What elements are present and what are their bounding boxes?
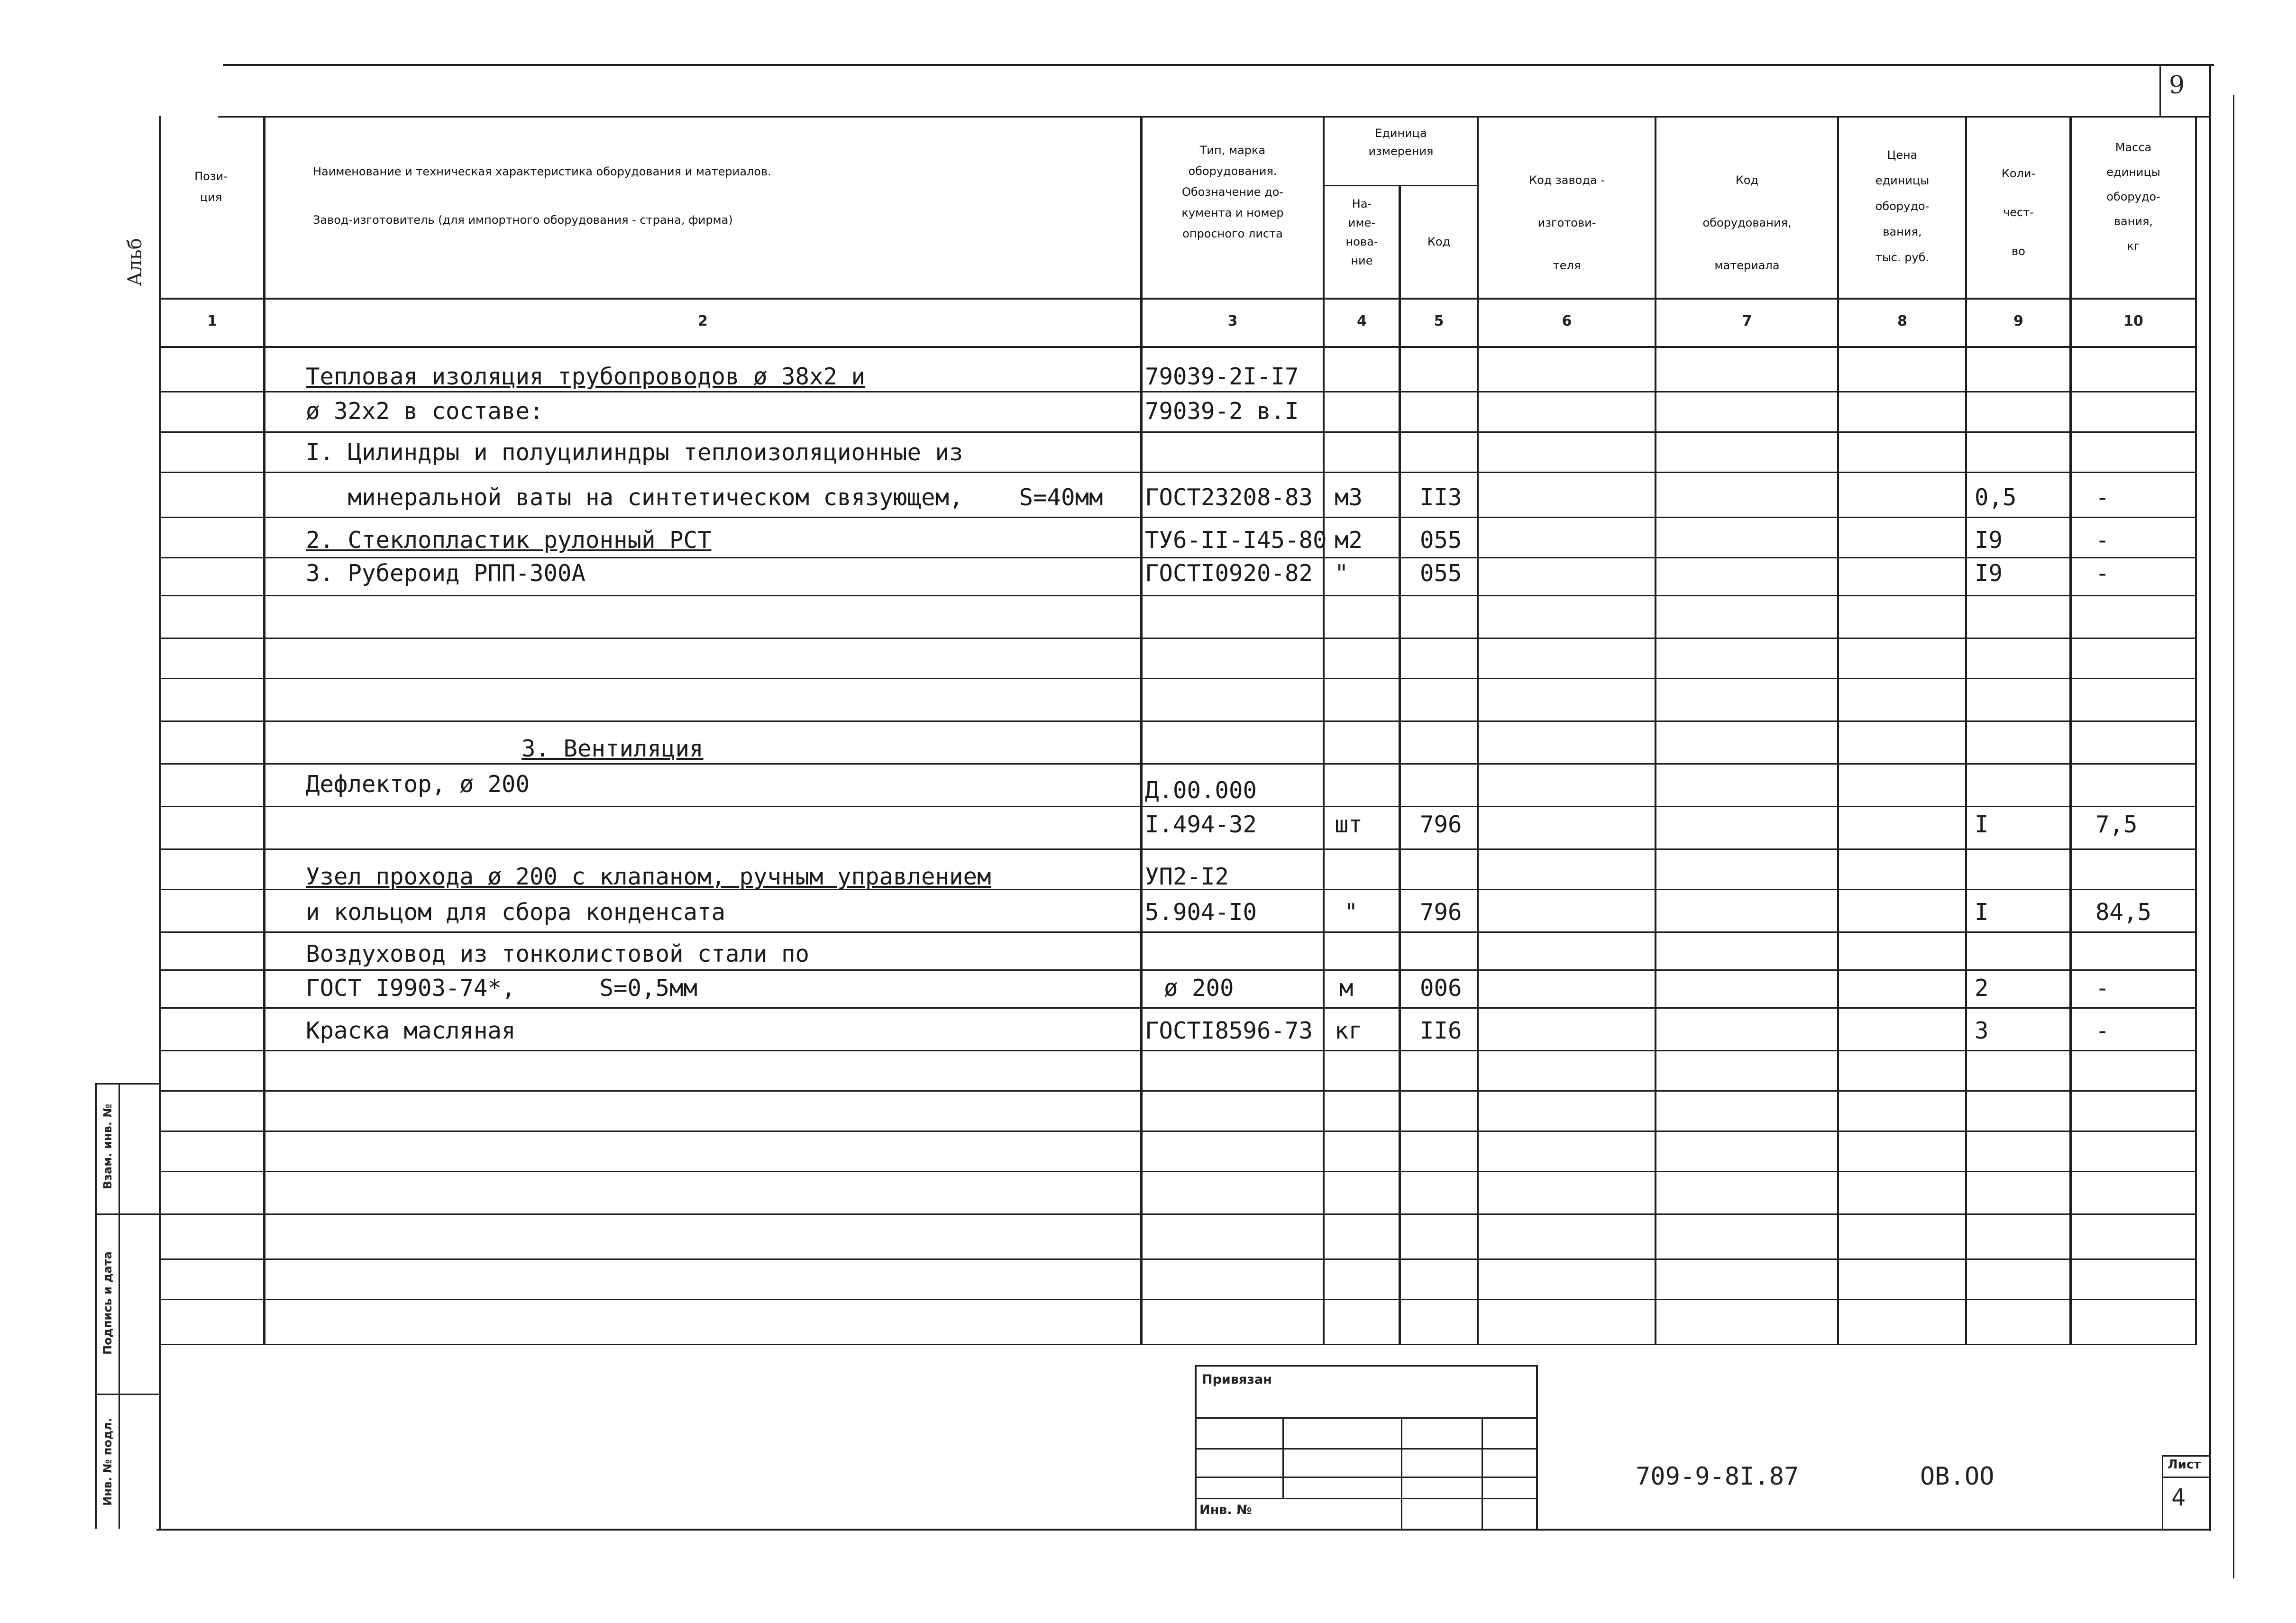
- row-unit: кг: [1335, 1017, 1363, 1044]
- row-rule: [159, 763, 2197, 765]
- row-qty: I: [1975, 811, 1989, 838]
- row-name: Тепловая изоляция трубопроводов ø 38х2 и: [306, 363, 866, 390]
- header-name-line1: Наименование и техническая характеристика оборудования и материалов.: [313, 165, 771, 178]
- header-equipment-code: Код оборудования, материала: [1702, 173, 1792, 272]
- top-frame-line-2: [218, 116, 2209, 118]
- row-unit: ": [1344, 899, 1358, 926]
- row-rule: [159, 391, 2197, 392]
- row-rule: [159, 969, 2197, 971]
- row-qty: 2: [1975, 975, 1989, 1002]
- row-rule: [159, 1007, 2197, 1009]
- row-rule: [159, 1050, 2197, 1051]
- row-rule: [159, 557, 2197, 558]
- row-rule: [159, 1090, 2197, 1092]
- row-qty: 3: [1975, 1017, 1989, 1044]
- row-code: 055: [1420, 527, 1462, 554]
- row-name: Воздуховод из тонколистовой стали по: [306, 940, 810, 967]
- section-code: ОВ.ОО: [1920, 1462, 1994, 1491]
- header-position: Пози- ция: [194, 170, 228, 204]
- header-type: Тип, марка оборудования. Обозначение до- кумента и номер опросного листа: [1181, 144, 1284, 240]
- document-code: 709-9-8I.87: [1636, 1462, 1799, 1491]
- row-code: II3: [1420, 484, 1462, 511]
- row-doc: ГОСТI8596-73: [1145, 1017, 1313, 1044]
- row-name: Краска масляная: [306, 1017, 516, 1044]
- col-number-2: 2: [698, 313, 708, 329]
- row-rule: [159, 931, 2197, 933]
- row-rule: [159, 1131, 2197, 1132]
- page-number: 9: [2169, 71, 2185, 100]
- header-name-line2: Завод-изготовитель (для импортного оборудования - страна, фирма): [313, 213, 733, 227]
- row-name: Дефлектор, ø 200: [306, 771, 530, 798]
- row-rule: [159, 1171, 2197, 1172]
- row-doc: 79039-2 в.I: [1145, 398, 1299, 425]
- row-mass: -: [2095, 560, 2110, 587]
- col-number-10: 10: [2123, 313, 2143, 329]
- corner-mark: Альб: [124, 238, 146, 286]
- sheet-label: Лист: [2168, 1458, 2201, 1472]
- row-name: ГОСТ I9903-74*, S=0,5мм: [306, 975, 698, 1002]
- row-name: I. Цилиндры и полуцилиндры теплоизоляционные из: [306, 439, 963, 466]
- col-number-8: 8: [1897, 313, 1907, 329]
- col-number-6: 6: [1562, 313, 1572, 329]
- row-mass: -: [2095, 484, 2110, 511]
- row-qty: 0,5: [1975, 484, 2017, 511]
- header-unit-title: Единица измерения: [1368, 127, 1434, 158]
- row-name: минеральной ваты на синтетическом связующем, S=40мм: [306, 484, 1103, 511]
- col-number-7: 7: [1742, 313, 1752, 329]
- bottom-frame-line: [156, 1529, 2211, 1531]
- row-doc: 5.904-I0: [1145, 899, 1257, 926]
- row-code: II6: [1420, 1017, 1462, 1044]
- row-code: 055: [1420, 560, 1462, 587]
- row-rule: [159, 678, 2197, 679]
- row-rule: [159, 848, 2197, 850]
- row-name: 2. Стеклопластик рулонный РСТ: [306, 527, 712, 554]
- row-rule: [159, 517, 2197, 518]
- inv-podl-label: Инв. № подл.: [101, 1418, 114, 1506]
- col-number-9: 9: [2013, 313, 2023, 329]
- row-rule: [159, 595, 2197, 596]
- row-unit: шт: [1335, 811, 1363, 838]
- right-edge-line: [2233, 95, 2234, 1578]
- col-number-3: 3: [1227, 313, 1238, 329]
- row-name: 3. Рубероид РПП-300А: [306, 560, 586, 587]
- row-rule: [159, 472, 2197, 473]
- row-rule: [159, 720, 2197, 722]
- header-price: Цена единицы оборудо- вания, тыс. руб.: [1875, 148, 1930, 264]
- row-qty: I9: [1975, 527, 2003, 554]
- row-name: ø 32х2 в составе:: [306, 398, 544, 425]
- header-factory-code: Код завода - изготови- теля: [1529, 173, 1605, 272]
- header-quantity: Коли- чест- во: [2001, 167, 2036, 258]
- row-name: Узел прохода ø 200 с клапаном, ручным управлением: [306, 863, 991, 890]
- row-mass: -: [2095, 1017, 2110, 1044]
- row-rule: [159, 431, 2197, 433]
- col-number-5: 5: [1434, 313, 1444, 329]
- row-rule: [159, 1299, 2197, 1300]
- row-unit: м3: [1335, 484, 1363, 511]
- row-rule: [159, 1258, 2197, 1260]
- inv-no-label: Инв. №: [1199, 1503, 1252, 1517]
- right-frame-line: [2209, 64, 2211, 1531]
- row-doc: I.494-32: [1145, 811, 1257, 838]
- row-code: 796: [1420, 811, 1462, 838]
- row-doc: УП2-I2: [1145, 863, 1229, 890]
- header-mass: Масса единицы оборудо- вания, кг: [2106, 141, 2160, 253]
- row-doc: ГОСТ23208-83: [1145, 484, 1313, 511]
- row-rule: [159, 1213, 2197, 1215]
- row-unit: м: [1339, 975, 1354, 1002]
- header-unit-code: Код: [1427, 235, 1451, 248]
- top-frame-line: [223, 64, 2214, 66]
- col-number-1: 1: [207, 313, 217, 329]
- row-doc: ТУ6-II-I45-80: [1145, 527, 1327, 554]
- vzam-inv-label: Взам. инв. №: [101, 1103, 114, 1190]
- section-title: 3. Вентиляция: [521, 735, 704, 762]
- row-unit: ": [1335, 560, 1349, 587]
- row-unit: м2: [1335, 527, 1363, 554]
- row-rule: [159, 638, 2197, 639]
- row-mass: 7,5: [2095, 811, 2138, 838]
- row-doc: 79039-2I-I7: [1145, 363, 1299, 390]
- row-rule: [159, 1344, 2197, 1345]
- row-mass: 84,5: [2095, 899, 2152, 926]
- podpis-data-label: Подпись и дата: [101, 1251, 114, 1355]
- row-code: 796: [1420, 899, 1462, 926]
- row-rule: [159, 806, 2197, 807]
- row-qty: I9: [1975, 560, 2003, 587]
- privyazan-label: Привязан: [1202, 1372, 1272, 1387]
- col-number-4: 4: [1357, 313, 1367, 329]
- row-code: 006: [1420, 975, 1462, 1002]
- row-mass: -: [2095, 975, 2110, 1002]
- row-doc: ø 200: [1164, 975, 1234, 1002]
- row-name: и кольцом для сбора конденсата: [306, 899, 726, 926]
- row-mass: -: [2095, 527, 2110, 554]
- sheet-number: 4: [2171, 1484, 2186, 1511]
- header-unit-name: На- име- нова- ние: [1345, 197, 1378, 267]
- row-doc: ГОСТI0920-82: [1145, 560, 1313, 587]
- row-qty: I: [1975, 899, 1989, 926]
- row-doc: Д.00.000: [1145, 777, 1257, 804]
